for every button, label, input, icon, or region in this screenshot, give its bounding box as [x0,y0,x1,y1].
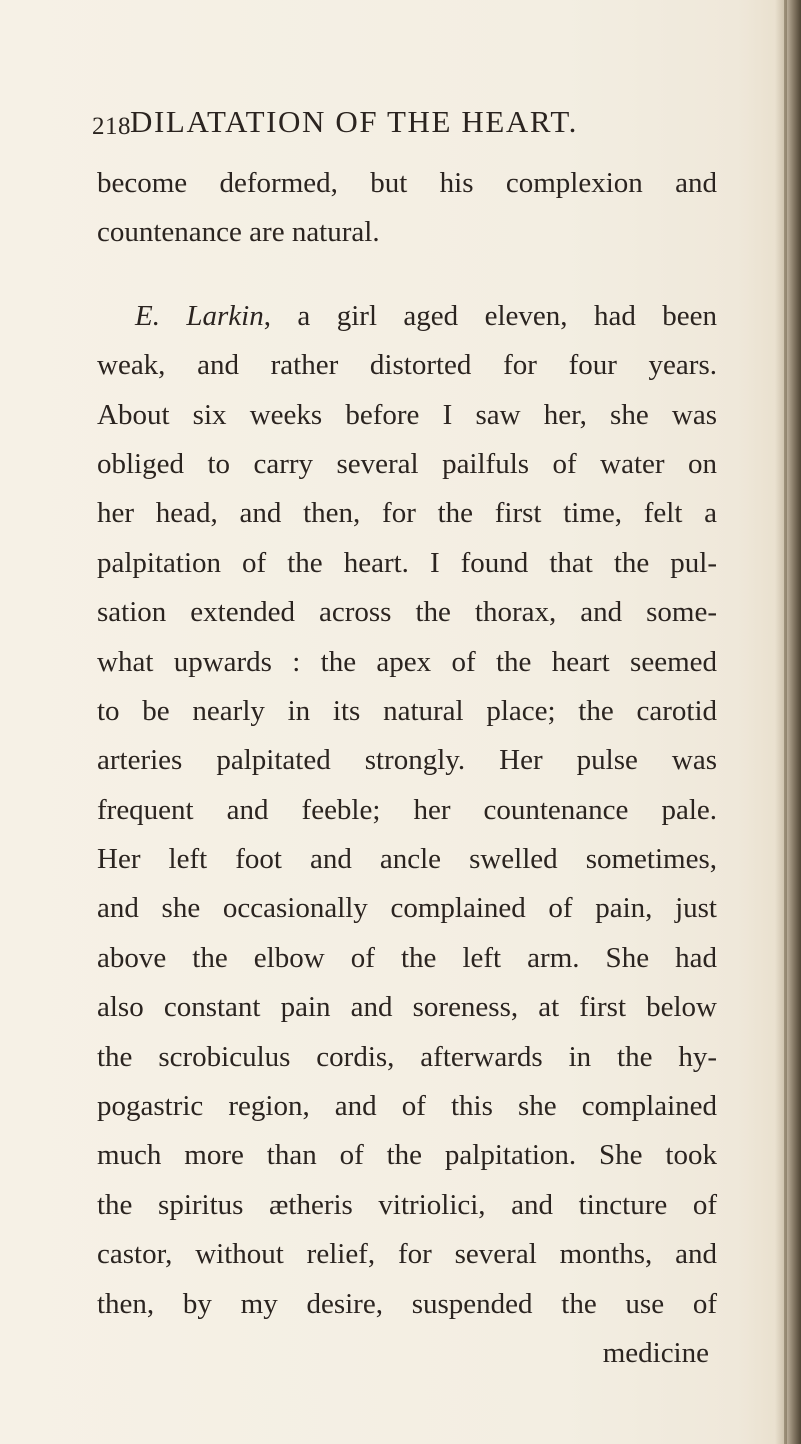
body-text [97,159,717,1378]
text-line: to be nearly in its natural place; the carotid [97,694,717,727]
text-line: pogastric region, and of this she complained [97,1090,717,1123]
text-line: much more than of the palpitation. She took [97,1139,717,1172]
running-title: DILATATION OF THE HEART. [130,104,578,139]
text-line: then, by my desire, suspended the use of [97,1287,717,1320]
text-line: what upwards : the apex of the heart seemed [97,645,717,678]
text-line: her head, and then, for the first time, felt a [97,497,717,530]
page-edge-shadow [775,0,801,1444]
running-head [92,104,732,144]
catchword: medicine [602,1336,709,1369]
text-line: weak, and rather distorted for four years. [97,349,717,382]
text-line [97,292,717,341]
text-line: sation extended across the thorax, and some- [97,596,717,629]
text-line: About six weeks before I saw her, she was [97,398,717,431]
text-line: arteries palpitated strongly. Her pulse was [97,744,717,777]
text-line: and she occasionally complained of pain, just [97,892,717,925]
text-line: Her left foot and ancle swelled sometimes, [97,843,717,876]
page-number: 218 [92,113,131,140]
page-edge-line [784,0,787,1444]
text-line: above the elbow of the left arm. She had [97,941,717,974]
text-line: become deformed, but his complexion and [97,167,717,199]
text-line: palpitation of the heart. I found that the pul- [97,546,717,579]
text-line: the scrobiculus cordis, afterwards in the hy- [97,1040,717,1073]
text-line: frequent and feeble; her countenance pale. [97,793,717,826]
text-line: obliged to carry several pailfuls of water on [97,447,717,480]
text-line: countenance are natural. [97,216,380,249]
patient-name: E. Larkin [135,299,264,332]
text-line: also constant pain and soreness, at first below [97,991,717,1024]
text-line: the spiritus ætheris vitriolici, and tincture of [97,1188,717,1221]
text-line: castor, without relief, for several months, and [97,1238,717,1271]
text-line-rest: , a girl aged eleven, had been [263,299,717,332]
